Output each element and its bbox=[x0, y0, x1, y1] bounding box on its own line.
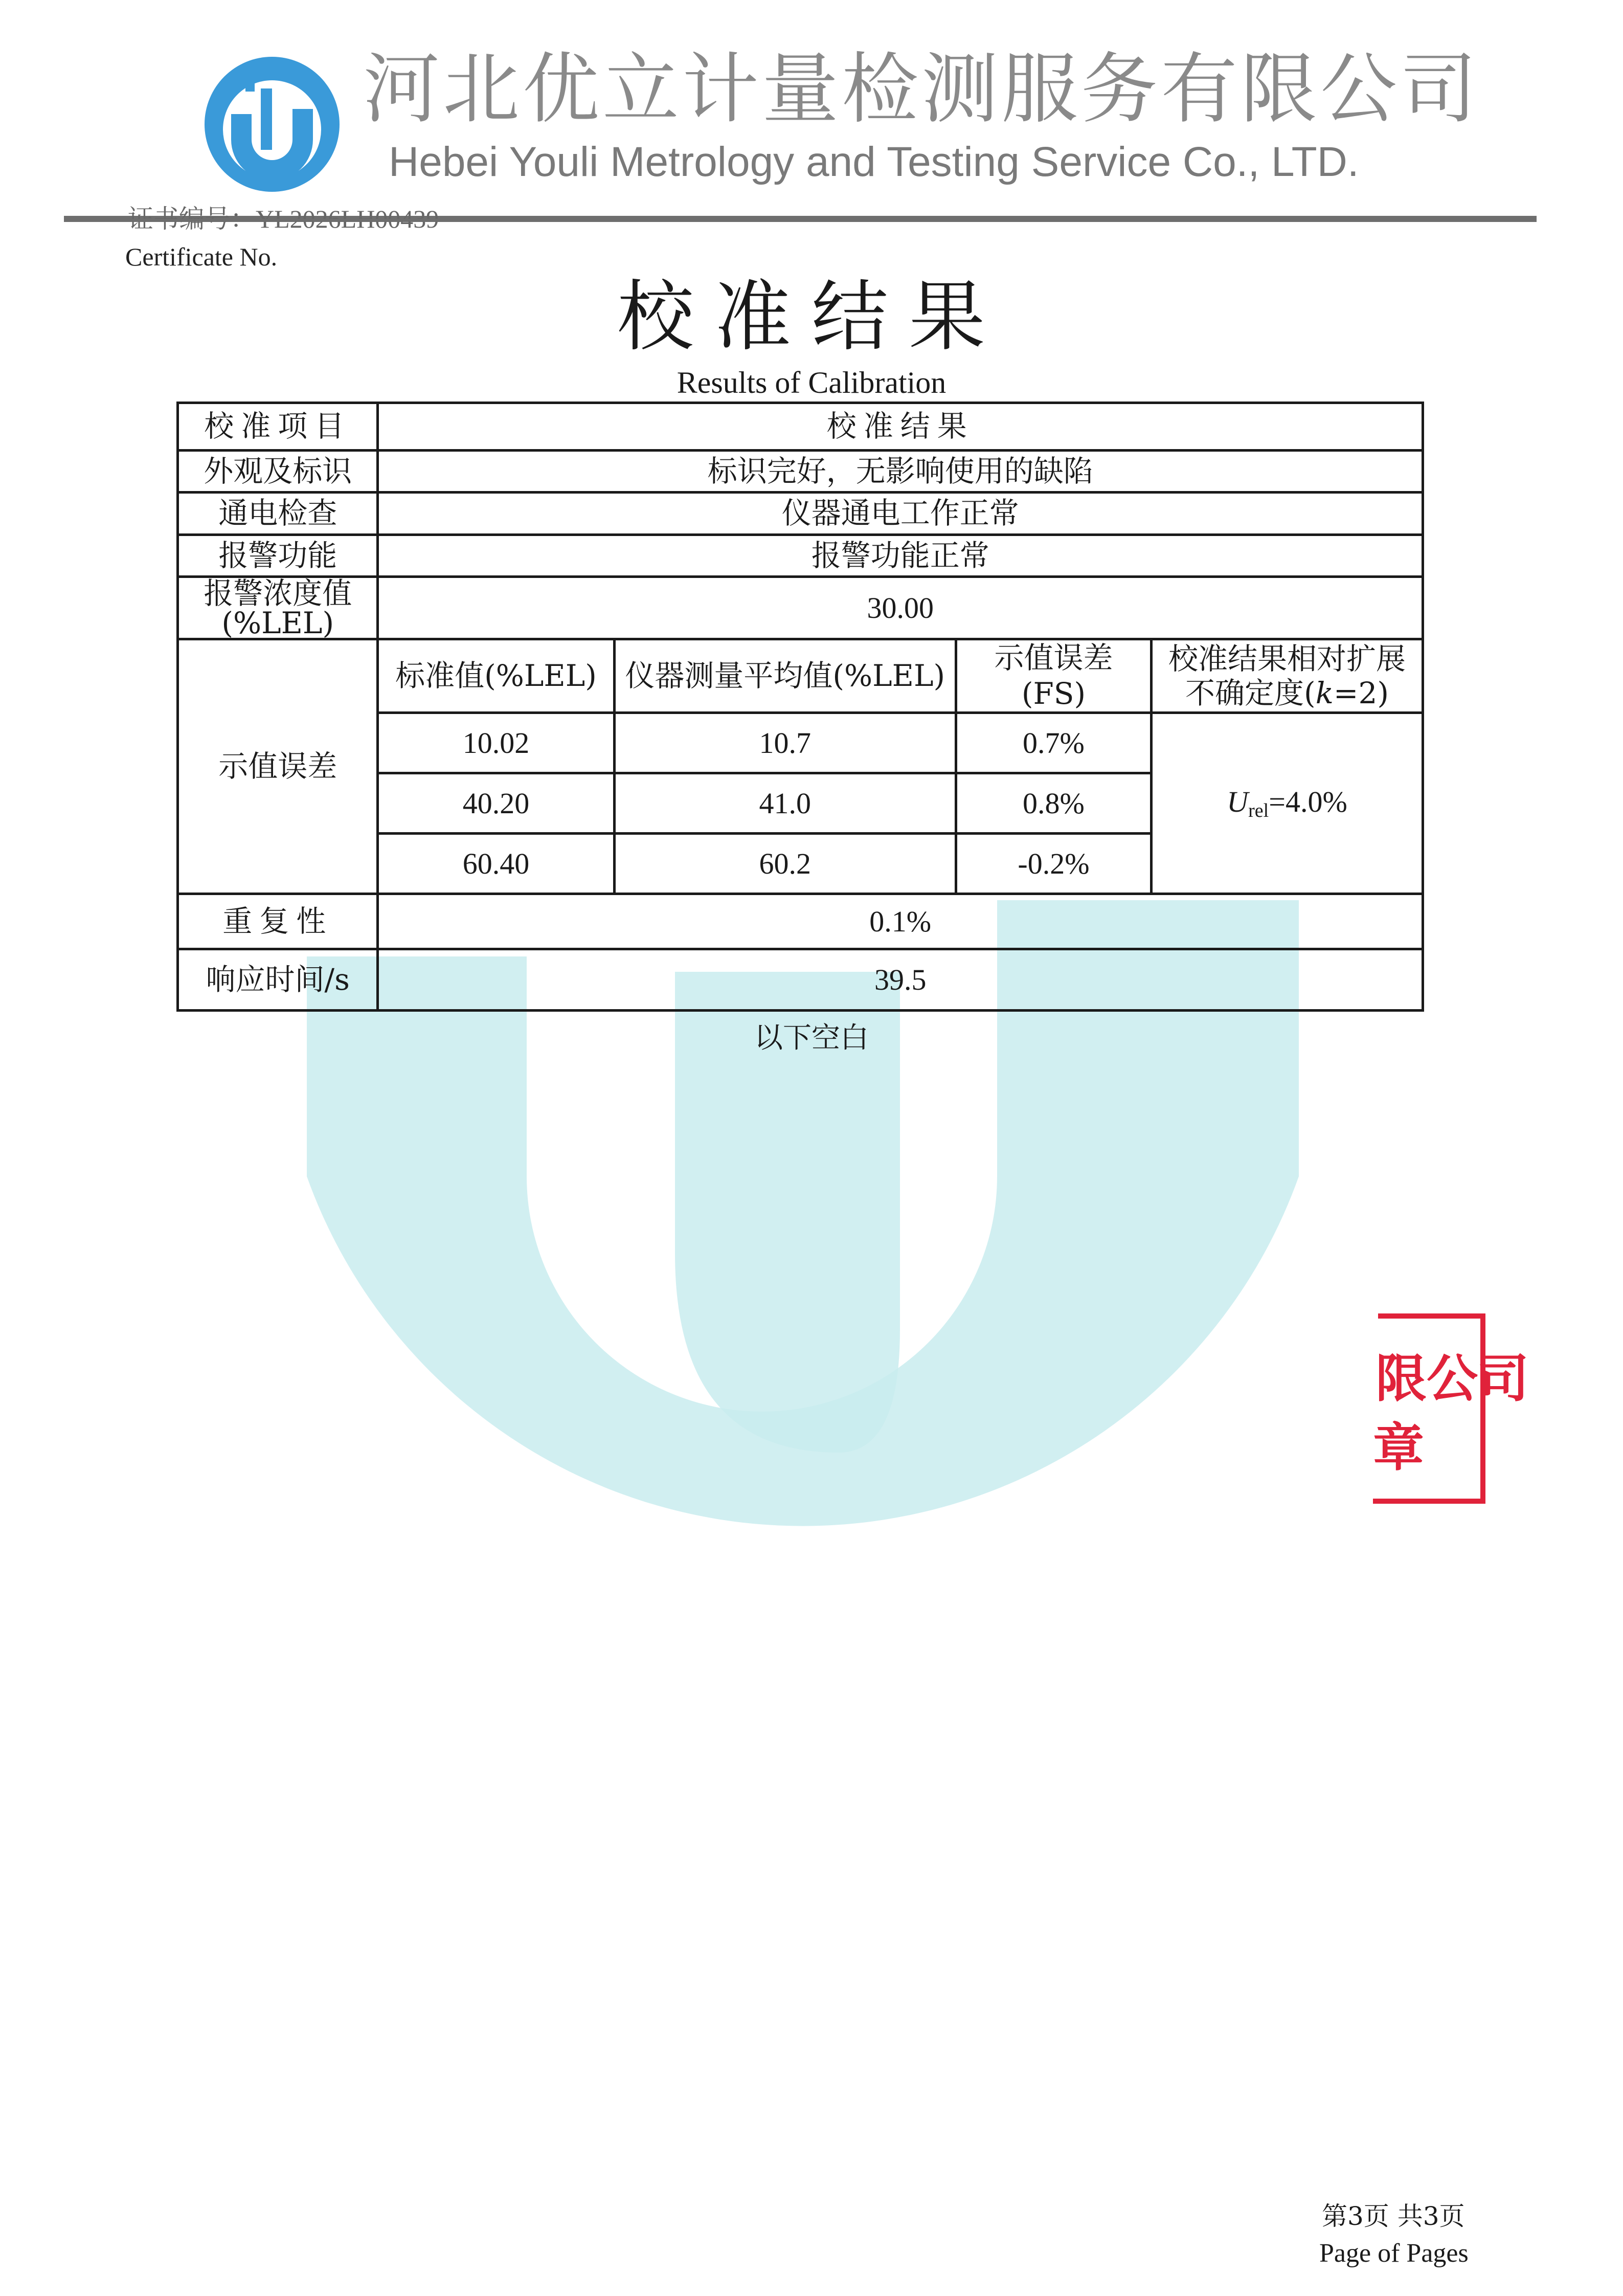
header-cell-item: 校准项目 bbox=[178, 403, 378, 451]
alarm-concentration-label bbox=[178, 577, 378, 639]
response-time-value: 39.5 bbox=[378, 949, 1423, 1011]
company-name-cn: 河北优立计量检测服务有限公司 bbox=[363, 45, 1480, 134]
uncertainty-number: =4.0% bbox=[1269, 785, 1347, 818]
stamp-text-line2: 章 bbox=[1373, 1417, 1424, 1478]
power-check-value: 仪器通电工作正常 bbox=[378, 493, 1423, 535]
uncertainty-symbol: U bbox=[1227, 785, 1249, 818]
company-seal-stamp bbox=[1368, 1312, 1529, 1509]
row3-measured: 60.2 bbox=[614, 834, 956, 894]
table-row bbox=[178, 949, 1423, 1011]
company-logo-icon bbox=[200, 53, 344, 196]
certificate-number-label: Certificate No. bbox=[125, 242, 278, 271]
row2-standard: 40.20 bbox=[378, 773, 614, 834]
response-time-label: 响应时间/s bbox=[178, 949, 378, 1011]
row3-error: -0.2% bbox=[956, 834, 1151, 894]
company-name-en: Hebei Youli Metrology and Testing Service Co., LTD. bbox=[389, 139, 1359, 185]
page-title-cn: 校准结果 bbox=[617, 273, 1006, 362]
power-check-label: 通电检查 bbox=[178, 493, 378, 535]
row1-standard: 10.02 bbox=[378, 713, 614, 773]
calibration-results-table bbox=[176, 402, 1424, 1012]
alarm-concentration-label-line1: 报警浓度值 bbox=[204, 575, 352, 611]
uncertainty-header-line2: 不确定度( bbox=[1185, 675, 1316, 710]
table-row bbox=[178, 894, 1423, 949]
indication-error-label: 示值误差 bbox=[178, 639, 378, 894]
appearance-value: 标识完好，无影响使用的缺陷 bbox=[378, 451, 1423, 493]
uncertainty-header-line2-end: =2) bbox=[1333, 675, 1389, 710]
header-cell-result: 校准结果 bbox=[378, 403, 1423, 451]
repeatability-value: 0.1% bbox=[378, 894, 1423, 949]
column-header-uncertainty bbox=[1152, 639, 1423, 713]
page-title-en: Results of Calibration bbox=[677, 366, 946, 399]
column-header-standard: 标准值(%LEL) bbox=[378, 639, 614, 713]
alarm-concentration-label-line2: (%LEL) bbox=[221, 605, 334, 640]
column-header-error: 示值误差(FS) bbox=[956, 639, 1151, 713]
certificate-number: 证书编号：YL2026LH00439 bbox=[128, 205, 439, 233]
appearance-label: 外观及标识 bbox=[178, 451, 378, 493]
alarm-function-label: 报警功能 bbox=[178, 535, 378, 577]
row2-measured: 41.0 bbox=[614, 773, 956, 834]
page-number: 第3页 共3页 bbox=[1322, 2201, 1465, 2231]
row1-error: 0.7% bbox=[956, 713, 1151, 773]
table-row bbox=[178, 639, 1423, 713]
table-row bbox=[178, 493, 1423, 535]
row1-measured: 10.7 bbox=[614, 713, 956, 773]
page-number-label: Page of Pages bbox=[1319, 2239, 1469, 2268]
table-row bbox=[178, 577, 1423, 639]
row3-standard: 60.40 bbox=[378, 834, 614, 894]
blank-below-note: 以下空白 bbox=[754, 1021, 869, 1055]
table-row bbox=[178, 451, 1423, 493]
repeatability-label: 重复性 bbox=[178, 894, 378, 949]
expanded-uncertainty-value bbox=[1152, 713, 1423, 894]
table-row bbox=[178, 535, 1423, 577]
alarm-function-value: 报警功能正常 bbox=[378, 535, 1423, 577]
coverage-factor-symbol: k bbox=[1315, 675, 1334, 710]
column-header-measured: 仪器测量平均值(%LEL) bbox=[614, 639, 956, 713]
uncertainty-header-line1: 校准结果相对扩展 bbox=[1168, 641, 1406, 676]
alarm-concentration-value: 30.00 bbox=[378, 577, 1423, 639]
stamp-text-line1: 限公司 bbox=[1376, 1348, 1529, 1409]
table-row bbox=[178, 403, 1423, 451]
uncertainty-subscript: rel bbox=[1248, 799, 1269, 821]
row2-error: 0.8% bbox=[956, 773, 1151, 834]
letterhead bbox=[0, 0, 1623, 271]
